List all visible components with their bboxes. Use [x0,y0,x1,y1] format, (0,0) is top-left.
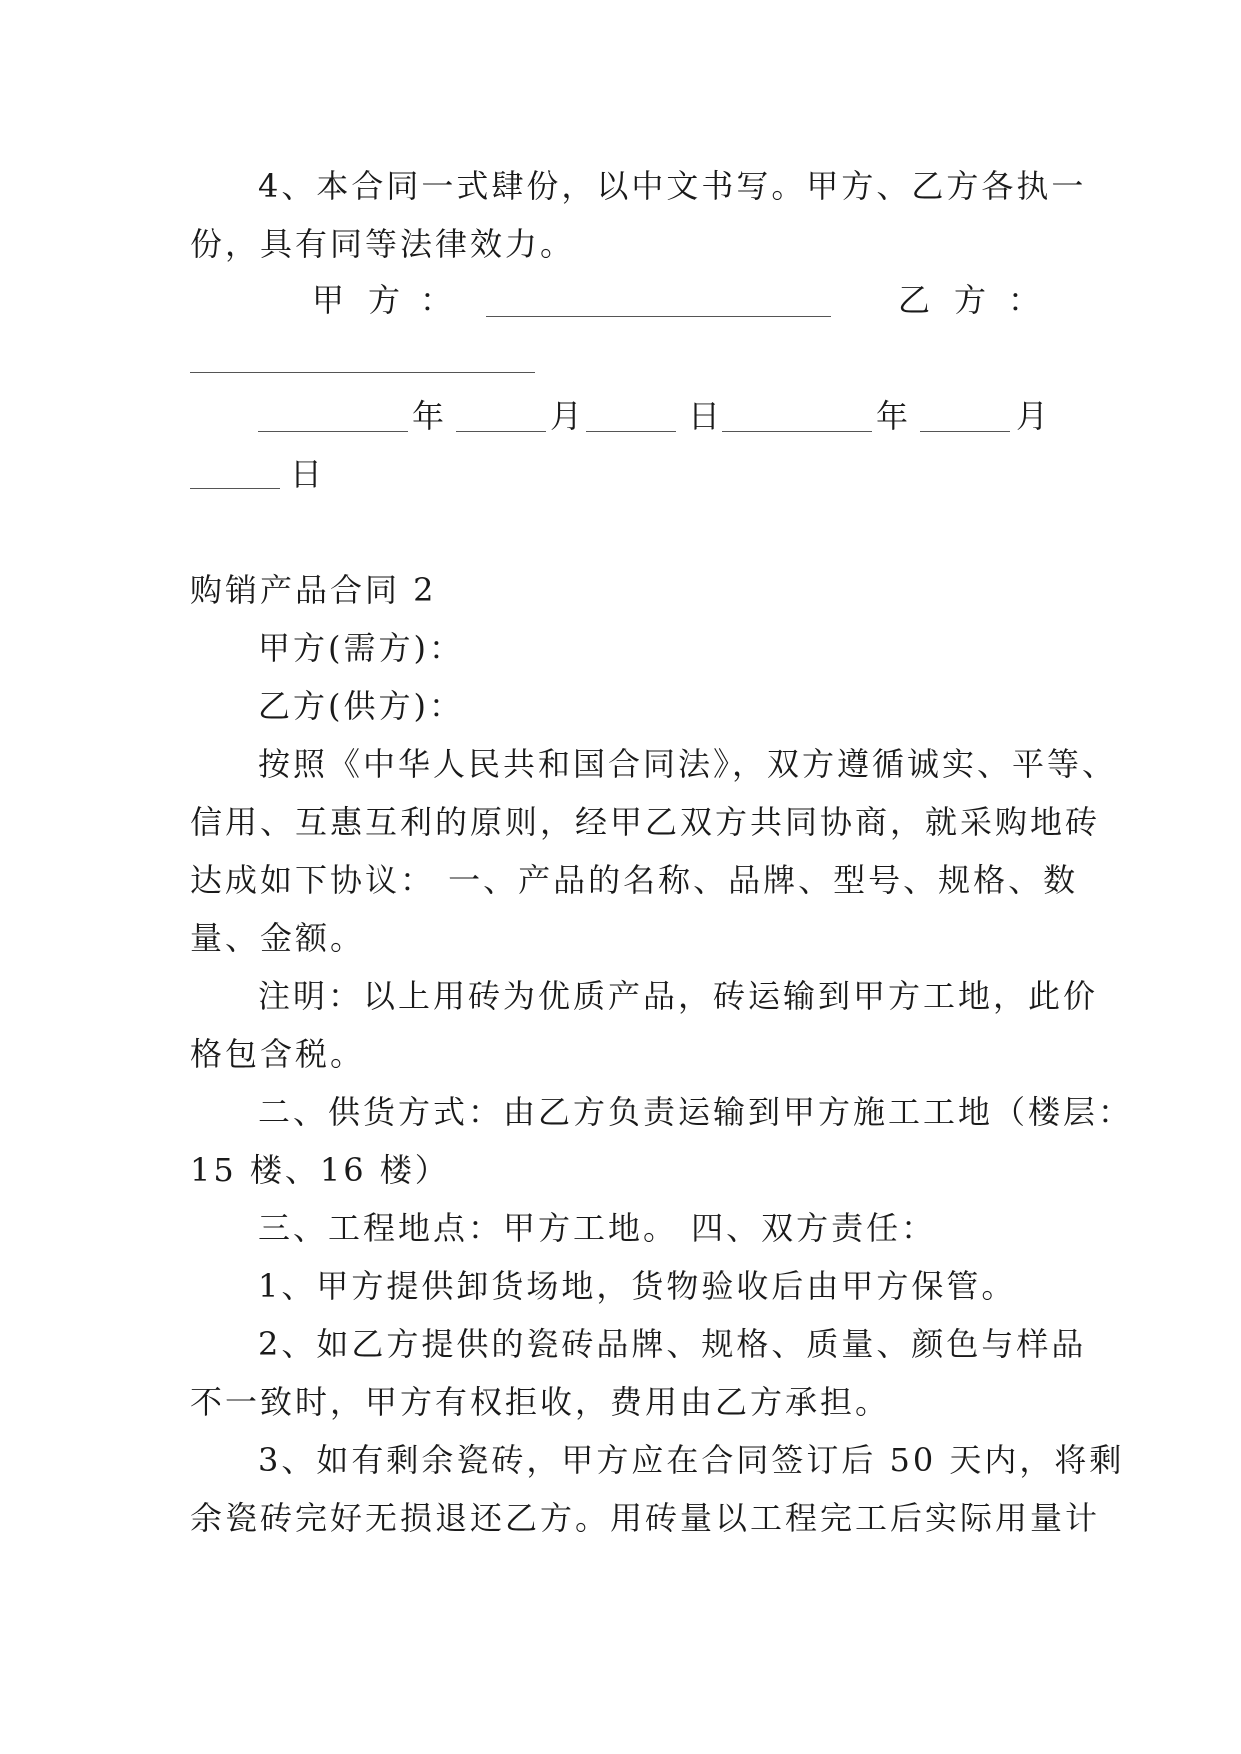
note-line-1: 注明：以上用砖为优质产品，砖运输到甲方工地，此价 [258,977,1099,1015]
date-b-year-blank [722,431,872,432]
date-b-day-blank [190,488,280,489]
signature-block [0,0,1241,400]
responsibility-2-line-1: 2、如乙方提供的瓷砖品牌、规格、质量、颜色与样品 [258,1325,1087,1363]
date-b-year: 年 [876,397,909,435]
date-a-year-blank [258,431,408,432]
party-b-colon: ： [1008,281,1041,319]
date-b-month-blank [920,431,1010,432]
supply-line-2: 15 楼、16 楼） [190,1151,450,1189]
intro-line-3: 达成如下协议： 一、产品的名称、品牌、型号、规格、数 [190,861,1079,899]
contract-2-title: 购销产品合同 2 [190,571,437,609]
intro-line-2: 信用、互惠互利的原则，经甲乙双方共同协商，就采购地砖 [190,803,1101,841]
date-b-month: 月 [1016,397,1049,435]
date-a-month-blank [456,431,546,432]
responsibility-1: 1、甲方提供卸货场地，货物验收后由甲方保管。 [258,1267,1017,1305]
party-a-colon: ： [420,281,453,319]
clause-4-line-1: 4、本合同一式肆份，以中文书写。甲方、乙方各执一 [258,167,1087,205]
party-a-signature-line [486,316,831,317]
party-a-buyer: 甲方(需方)： [258,629,464,667]
responsibility-3-line-1: 3、如有剩余瓷砖，甲方应在合同签订后 50 天内，将剩 [258,1441,1125,1479]
date-a-month: 月 [550,397,583,435]
party-a-jia: 甲 [312,281,345,319]
date-a-day: 日 [688,397,721,435]
intro-line-1: 按照《中华人民共和国合同法》，双方遵循诚实、平等、 [258,745,1118,783]
responsibility-3-line-2: 余瓷砖完好无损退还乙方。用砖量以工程完工后实际用量计 [190,1499,1101,1537]
date-a-day-blank [586,431,676,432]
clause-4-line-2: 份，具有同等法律效力。 [190,225,576,263]
date-a-year: 年 [412,397,445,435]
party-b-yi: 乙 [898,281,931,319]
party-a-fang: 方 [368,281,401,319]
note-line-2: 格包含税。 [190,1035,366,1073]
supply-line-1: 二、供货方式：由乙方负责运输到甲方施工工地（楼层： [258,1093,1134,1131]
party-b-signature-line [190,372,535,373]
intro-line-4: 量、金额。 [190,919,366,957]
site-and-responsibility: 三、工程地点：甲方工地。 四、双方责任： [258,1209,937,1247]
date-b-day: 日 [290,455,323,493]
party-b-fang: 方 [954,281,987,319]
responsibility-2-line-2: 不一致时，甲方有权拒收，费用由乙方承担。 [190,1383,891,1421]
party-b-supplier: 乙方(供方)： [258,687,464,725]
